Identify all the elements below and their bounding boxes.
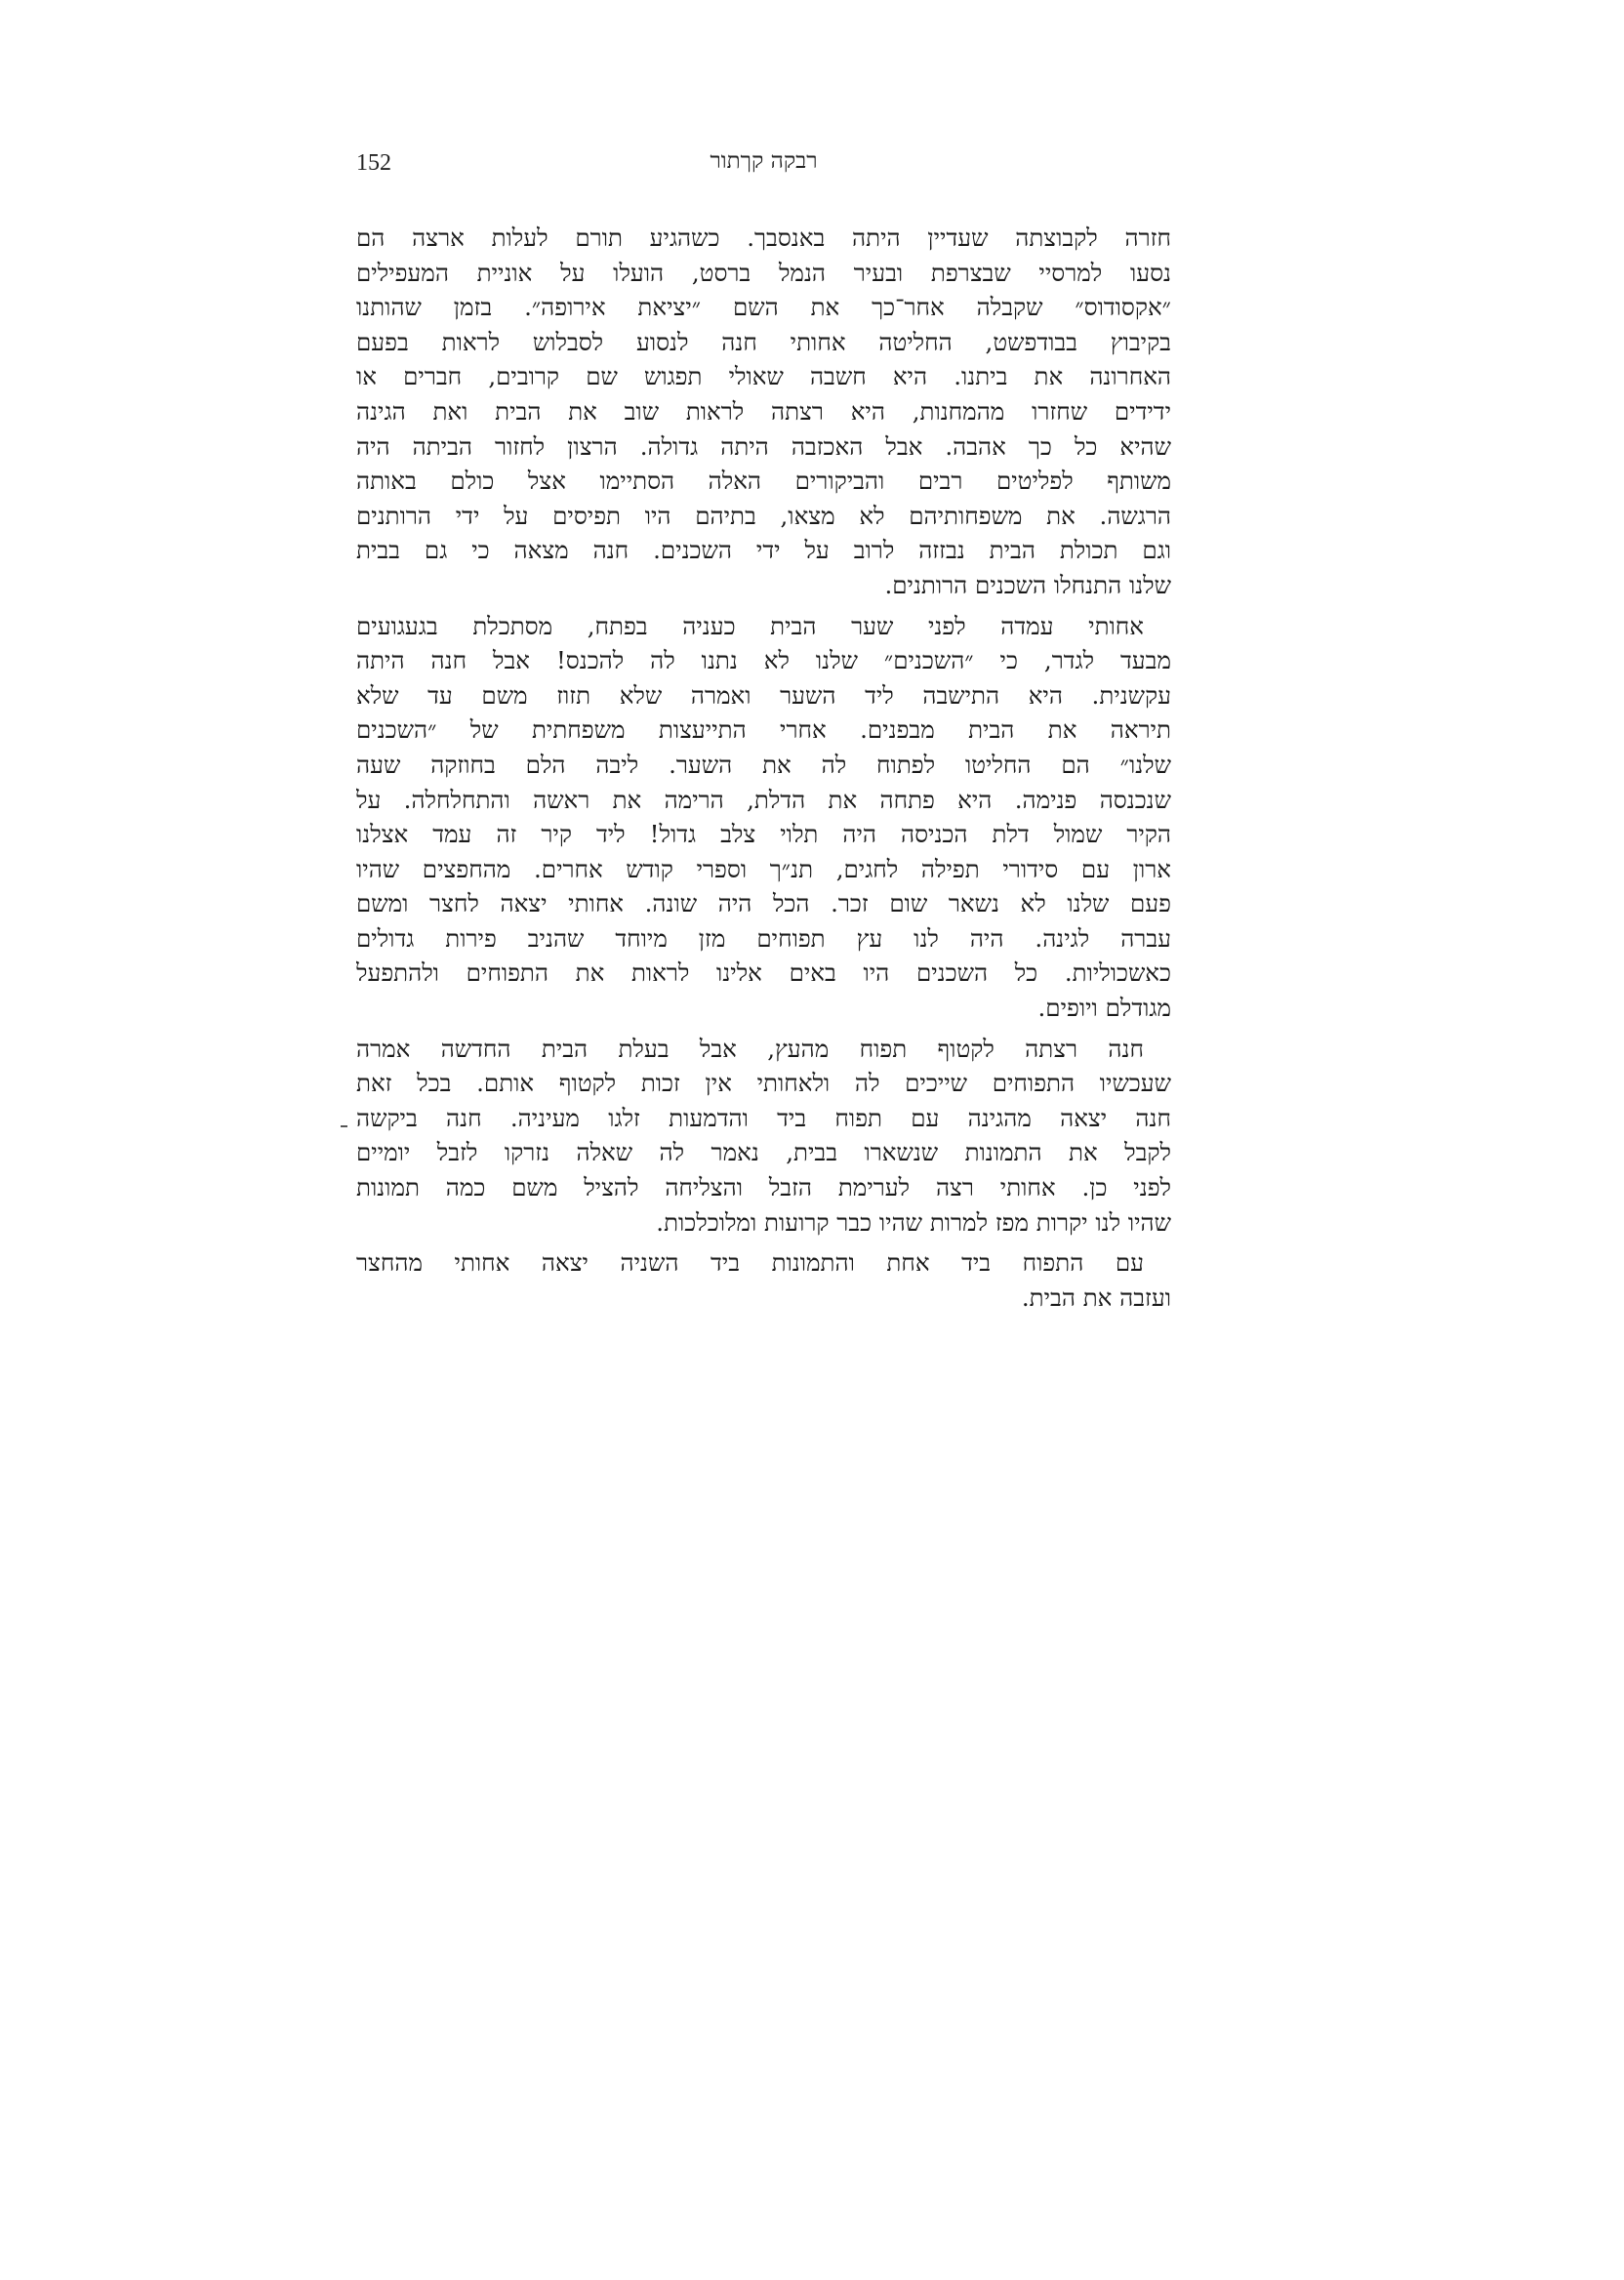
text-line: הרגשה. את משפחותיהם לא מצאו, בתיהם היו תפיסים על ידי הרותנים xyxy=(356,501,1171,530)
text-line: וגם תכולת הבית נבזזה לרוב על ידי השכנים. חנה מצאה כי גם בבית xyxy=(356,536,1171,565)
text-line: ידידים שחזרו מהמחנות, היא רצתה לראות שוב את הבית ואת הגינה xyxy=(356,396,1171,426)
text-line: שלנו״ הם החליטו לפתוח לה את השער. ליבה הלם בחוזקה שעה xyxy=(356,750,1171,779)
body-text xyxy=(356,221,1171,1315)
text-line: משותף לפליטים רבים והביקורים האלה הסתיימו אצל כולם באותה xyxy=(356,467,1171,496)
text-line: תיראה את הבית מבפנים. אחרי התייעצות משפחתית של ״השכנים xyxy=(356,715,1171,745)
text-line: ״אקסודוס״ שקבלה אחר־כך את השם ״יציאת אירופה״. בזמן שהותנו xyxy=(356,293,1171,322)
paragraph xyxy=(356,221,1171,603)
text-line: לפני כן. אחותי רצה לערימת הזבל והצליחה להציל משם כמה תמונות xyxy=(356,1173,1171,1202)
text-line: אחותי עמדה לפני שער הבית כעניה בפתח, מסתכלת בגעגועים xyxy=(356,611,1144,640)
text-line: בקיבוץ בבודפשט, החליטה אחותי חנה לנסוע לסבלוש לראות בפעם xyxy=(356,327,1171,356)
text-line: הקיר שמול דלת הכניסה היה תלוי צלב גדול! ליד קיר זה עמד אצלנו xyxy=(356,820,1171,849)
text-line: פעם שלנו לא נשאר שום זכר. הכל היה שונה. אחותי יצאה לחצר ומשם xyxy=(356,889,1171,918)
text-line: עם התפוח ביד אחת והתמונות ביד השניה יצאה אחותי מהחצר xyxy=(356,1248,1144,1278)
text-line: שעכשיו התפוחים שייכים לה ולאחותי אין זכות לקטוף אותם. בכל זאת xyxy=(356,1069,1171,1098)
text-line: האחרונה את ביתנו. היא חשבה שאולי תפגוש שם קרובים, חברים או xyxy=(356,362,1171,391)
text-line: ועזבה את הבית. xyxy=(1021,1282,1171,1312)
text-line: כאשכוליות. כל השכנים היו באים אלינו לראות את התפוחים ולהתפעל xyxy=(356,958,1171,988)
text-line: מבעד לגדר, כי ״השכנים״ שלנו לא נתנו לה להכנס! אבל חנה היתה xyxy=(356,646,1171,675)
text-line: שהיו לנו יקרות מפז למרות שהיו כבר קרועות ומלוכלכות. xyxy=(656,1207,1171,1237)
margin-mark xyxy=(341,1125,347,1127)
paragraph xyxy=(356,609,1171,1026)
text-line: נסעו למרסיי שבצרפת ובעיר הנמל ברסט, הועלו על אוניית המעפילים xyxy=(356,258,1171,287)
paragraph xyxy=(356,1032,1171,1241)
text-line: שהיא כל כך אהבה. אבל האכזבה היתה גדולה. הרצון לחזור הביתה היה xyxy=(356,431,1171,461)
text-line: מגודלם ויופים. xyxy=(1037,994,1171,1023)
text-line: שנכנסה פנימה. היא פתחה את הדלת, הרימה את ראשה והתחלחלה. על xyxy=(356,785,1171,814)
text-line: עקשנית. היא התישבה ליד השער ואמרה שלא תזוז משם עד שלא xyxy=(356,680,1171,710)
running-head: רבקה קךתור xyxy=(710,148,818,174)
page-number: 152 xyxy=(356,150,391,176)
page-header xyxy=(356,148,1171,187)
text-line: חנה יצאה מהגינה עם תפוח ביד והדמעות זלגו מעיניה. חנה ביקשה xyxy=(356,1103,1171,1132)
text-line: שלנו התנחלו השכנים הרותנים. xyxy=(884,570,1171,599)
text-line: עברה לגינה. היה לנו עץ תפוחים מזן מיוחד שהניב פירות גדולים xyxy=(356,923,1171,953)
text-line: ארון עם סידורי תפילה לחגים, תנ״ך וספרי קודש אחרים. מהחפצים שהיו xyxy=(356,854,1171,883)
text-line: לקבל את התמונות שנשארו בבית, נאמר לה שאלה נזרקו לזבל יומיים xyxy=(356,1138,1171,1167)
text-line: חזרה לקבוצתה שעדיין היתה באנסבך. כשהגיע תורם לעלות ארצה הם xyxy=(356,224,1171,252)
paragraph xyxy=(356,1245,1171,1315)
text-line: חנה רצתה לקטוף תפוח מהעץ, אבל בעלת הבית החדשה אמרה xyxy=(356,1034,1144,1063)
